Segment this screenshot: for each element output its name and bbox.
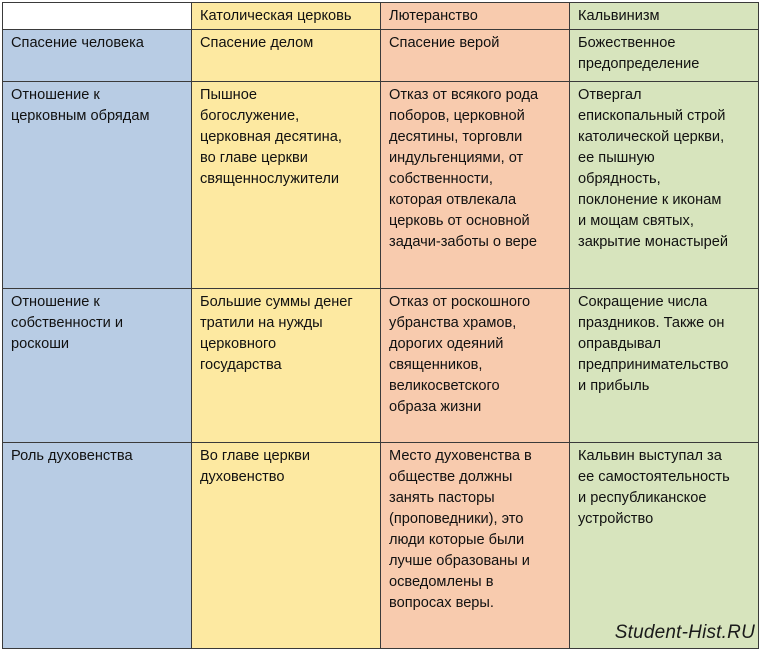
row-label-rites bbox=[3, 82, 192, 289]
text-line: роскоши bbox=[11, 336, 70, 352]
text-line: Сокращение числа bbox=[578, 294, 708, 310]
text-line: церковная десятина, bbox=[200, 129, 342, 145]
cell-lutheranism-rites bbox=[381, 82, 570, 289]
text-line: Спасение человека bbox=[11, 35, 144, 51]
text-line: индульгенциями, от bbox=[389, 150, 524, 166]
table-header-row bbox=[3, 3, 759, 30]
cell-calvinism-salvation bbox=[570, 30, 759, 82]
row-label-salvation bbox=[3, 30, 192, 82]
text-line: которая отвлекала bbox=[389, 192, 517, 208]
text-line: поборов, церковной bbox=[389, 108, 525, 124]
cell-lutheranism-salvation bbox=[381, 30, 570, 82]
cell-catholic-clergy bbox=[192, 443, 381, 649]
text-line: занять пасторы bbox=[389, 490, 495, 506]
text-line: образа жизни bbox=[389, 399, 482, 415]
text-line: обрядность, bbox=[578, 171, 661, 187]
text-line: собственности, bbox=[389, 171, 493, 187]
cell-lutheranism-property bbox=[381, 289, 570, 443]
text-line: убранства храмов, bbox=[389, 315, 517, 331]
text-line: Большие суммы денег bbox=[200, 294, 353, 310]
text-line: поклонение к иконам bbox=[578, 192, 722, 208]
text-line: богослужение, bbox=[200, 108, 300, 124]
text-line: устройство bbox=[578, 511, 654, 527]
cell-catholic-property bbox=[192, 289, 381, 443]
corner-cell bbox=[3, 3, 192, 30]
text-line: во главе церкви bbox=[200, 150, 308, 166]
text-line: Отказ от роскошного bbox=[389, 294, 531, 310]
text-line: Во главе церкви bbox=[200, 448, 311, 464]
text-line: собственности и bbox=[11, 315, 124, 331]
comparison-table bbox=[2, 2, 759, 649]
text-line: Кальвин выступал за bbox=[578, 448, 722, 464]
text-line: католической церкви, bbox=[578, 129, 725, 145]
text-line: церковь от основной bbox=[389, 213, 530, 229]
text-line: люди которые были bbox=[389, 532, 525, 548]
cell-calvinism-property bbox=[570, 289, 759, 443]
cell-catholic-rites bbox=[192, 82, 381, 289]
text-line: Роль духовенства bbox=[11, 448, 133, 464]
text-line: Отношение к bbox=[11, 294, 100, 310]
text-line: десятины, торговли bbox=[389, 129, 523, 145]
text-line: лучше образованы и bbox=[389, 553, 530, 569]
cell-calvinism-clergy bbox=[570, 443, 759, 649]
watermark: Student-Hist.RU bbox=[614, 622, 755, 643]
text-line: государства bbox=[200, 357, 282, 373]
text-line: осведомлены в bbox=[389, 574, 494, 590]
text-line: Место духовенства в bbox=[389, 448, 532, 464]
text-line: Спасение делом bbox=[200, 35, 314, 51]
text-line: ее пышную bbox=[578, 150, 655, 166]
text-line: оправдывал bbox=[578, 336, 662, 352]
table-row bbox=[3, 30, 759, 82]
text-line: епископальный строй bbox=[578, 108, 726, 124]
text-line: Отвергал bbox=[578, 87, 642, 103]
text-line: задачи-заботы о вере bbox=[389, 234, 538, 250]
text-line: вопросах веры. bbox=[389, 595, 494, 611]
cell-lutheranism-clergy bbox=[381, 443, 570, 649]
text-line: предпринимательство bbox=[578, 357, 729, 373]
text-line: великосветского bbox=[389, 378, 500, 394]
text-line: духовенство bbox=[200, 469, 285, 485]
text-line: Отказ от всякого рода bbox=[389, 87, 539, 103]
table-row bbox=[3, 82, 759, 289]
header-lutheranism: Лютеранство bbox=[381, 3, 570, 30]
text-line: ее самостоятельность bbox=[578, 469, 730, 485]
text-line: церковным обрядам bbox=[11, 108, 150, 124]
text-line: священников, bbox=[389, 357, 483, 373]
text-line: и республиканское bbox=[578, 490, 707, 506]
text-line: тратили на нужды bbox=[200, 315, 323, 331]
header-catholic: Католическая церковь bbox=[192, 3, 381, 30]
text-line: и мощам святых, bbox=[578, 213, 694, 229]
text-line: обществе должны bbox=[389, 469, 513, 485]
text-line: Пышное bbox=[200, 87, 257, 103]
text-line: священнослужители bbox=[200, 171, 339, 187]
cell-catholic-salvation bbox=[192, 30, 381, 82]
table-row bbox=[3, 289, 759, 443]
text-line: (проповедники), это bbox=[389, 511, 524, 527]
text-line: церковного bbox=[200, 336, 277, 352]
text-line: Отношение к bbox=[11, 87, 100, 103]
header-calvinism: Кальвинизм bbox=[570, 3, 759, 30]
text-line: закрытие монастырей bbox=[578, 234, 728, 250]
row-label-clergy bbox=[3, 443, 192, 649]
text-line: Спасение верой bbox=[389, 35, 500, 51]
row-label-property bbox=[3, 289, 192, 443]
cell-calvinism-rites bbox=[570, 82, 759, 289]
text-line: дорогих одеяний bbox=[389, 336, 504, 352]
text-line: Божественное bbox=[578, 35, 676, 51]
text-line: предопределение bbox=[578, 56, 700, 72]
text-line: праздников. Также он bbox=[578, 315, 725, 331]
table-row bbox=[3, 443, 759, 649]
text-line: и прибыль bbox=[578, 378, 650, 394]
